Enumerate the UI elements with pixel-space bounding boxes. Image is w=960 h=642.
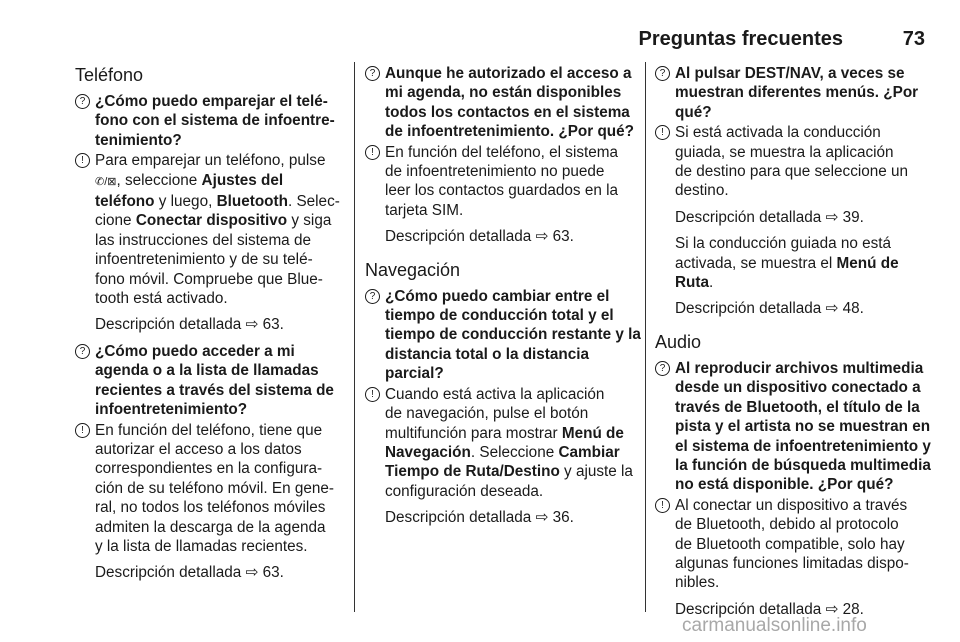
paragraph <box>655 234 927 292</box>
section-heading: Navegación <box>365 259 461 280</box>
question <box>365 287 641 384</box>
text-line: Descripción detallada ⇨ 63. <box>385 228 574 246</box>
column-3 <box>655 64 931 626</box>
text-line: de Bluetooth compatible, solo hay <box>675 535 905 553</box>
bold-term: Ajustes del <box>201 171 284 189</box>
column-divider <box>354 62 355 612</box>
text-line: Al pulsar DEST/NAV, a veces se <box>675 65 905 82</box>
page-header-title: Preguntas frecuentes <box>638 28 843 50</box>
text-line: tooth está activado. <box>95 290 228 308</box>
text-line: leer los contactos guardados en la <box>385 182 619 200</box>
text-line: el sistema de infoentretenimiento y <box>675 437 931 455</box>
text-line: correspondientes en la configura- <box>95 460 323 478</box>
paragraph <box>75 563 350 582</box>
text-span: y siga <box>287 212 332 230</box>
bold-term: Tiempo de Ruta/Destino <box>385 463 560 481</box>
text-span: cione <box>95 212 136 230</box>
question <box>655 359 931 495</box>
question <box>365 64 637 142</box>
text-span: . Selec- <box>287 193 340 211</box>
text-line: nibles. <box>675 574 720 592</box>
answer <box>655 123 927 201</box>
text-line: través de Bluetooth, el título de la <box>675 398 920 416</box>
text-span: multifunción para mostrar <box>385 424 562 442</box>
page-number: 73 <box>902 28 925 50</box>
paragraph <box>655 208 927 227</box>
text-line: qué? <box>675 103 712 121</box>
bold-term: Ruta <box>675 274 709 292</box>
text-line: tarjeta SIM. <box>385 201 464 219</box>
text-line: ción de su teléfono móvil. En gene- <box>95 479 334 497</box>
text-line: la función de búsqueda multimedia <box>675 456 931 474</box>
text-line: fono con el sistema de infoentre- <box>95 112 335 130</box>
text-line: configuración deseada. <box>385 482 544 500</box>
paragraph <box>75 315 350 334</box>
text-line: infoentretenimiento y de su telé- <box>95 251 313 269</box>
text-line: Descripción detallada ⇨ 36. <box>385 509 574 527</box>
text-line <box>95 171 350 192</box>
watermark: carmanualsonline.info <box>682 615 867 636</box>
text-line: no está disponible. ¿Por qué? <box>675 476 894 494</box>
text-line: fono móvil. Compruebe que Blue- <box>95 270 323 288</box>
exclamation-circle-icon: ! <box>75 423 90 438</box>
question <box>75 342 350 420</box>
text-line: Cuando está activa la aplicación <box>385 385 605 403</box>
text-line: En función del teléfono, tiene que <box>95 421 323 439</box>
question <box>75 92 350 150</box>
question-circle-icon: ? <box>655 66 670 81</box>
text-line <box>95 211 350 230</box>
text-line <box>385 443 637 462</box>
text-span: . <box>709 274 714 292</box>
text-line: tiempo de conducción restante y la <box>385 326 641 344</box>
text-line: guiada, se muestra la aplicación <box>675 143 894 161</box>
text-line: recientes a través del sistema de <box>95 381 334 399</box>
bold-term: Menú de <box>836 254 899 272</box>
question-circle-icon: ? <box>75 94 90 109</box>
text-line: pista y el artista no se muestran en <box>675 418 931 436</box>
text-line: ¿Cómo puedo acceder a mi <box>95 342 295 360</box>
answer <box>75 151 350 308</box>
text-line: y la lista de llamadas recientes. <box>95 537 308 555</box>
text-line: distancia total o la distancia <box>385 345 590 363</box>
column-1 <box>75 64 350 590</box>
question-circle-icon: ? <box>365 66 380 81</box>
text-line: infoentretenimiento? <box>95 401 248 419</box>
exclamation-circle-icon: ! <box>75 153 90 168</box>
bold-term: Bluetooth <box>216 193 288 211</box>
bold-term: teléfono <box>95 193 155 211</box>
exclamation-circle-icon: ! <box>365 387 380 402</box>
text-line: las instrucciones del sistema de <box>95 231 311 249</box>
text-line: Si está activada la conducción <box>675 124 881 142</box>
bold-term: Cambiar <box>558 443 620 461</box>
text-line: Al conectar un dispositivo a través <box>675 496 908 514</box>
text-line: de navegación, pulse el botón <box>385 405 589 423</box>
text-span: . Seleccione <box>470 443 559 461</box>
text-line: desde un dispositivo conectado a <box>675 379 921 397</box>
text-line: de destino para que seleccione un <box>675 163 909 181</box>
text-line: tenimiento? <box>95 131 182 149</box>
text-line: Si la conducción guiada no está <box>675 235 892 253</box>
section-heading: Audio <box>655 331 702 352</box>
text-line <box>385 462 637 481</box>
answer <box>75 421 350 557</box>
text-line: Para emparejar un teléfono, pulse <box>95 152 326 170</box>
text-line: ral, no todos los teléfonos móviles <box>95 499 326 517</box>
bold-term: Conectar dispositivo <box>135 212 288 230</box>
question-circle-icon: ? <box>365 289 380 304</box>
text-span: , seleccione <box>116 171 202 189</box>
text-span: y ajuste la <box>559 463 633 481</box>
bold-term: Menú de <box>561 424 624 442</box>
text-line: de infoentretenimiento no puede <box>385 163 605 181</box>
text-line: Descripción detallada ⇨ 39. <box>675 208 864 226</box>
text-line: tiempo de conducción total y el <box>385 307 614 325</box>
text-line: Descripción detallada ⇨ 63. <box>95 316 284 334</box>
text-line: Aunque he autorizado el acceso a <box>385 65 632 82</box>
text-line: En función del teléfono, el sistema <box>385 143 618 161</box>
paragraph <box>365 508 637 527</box>
text-line: de Bluetooth, debido al protocolo <box>675 516 899 534</box>
text-line <box>675 273 927 292</box>
bold-term: Navegación <box>385 443 471 461</box>
text-line: Descripción detallada ⇨ 28. <box>675 600 864 618</box>
text-line <box>675 254 927 273</box>
question-circle-icon: ? <box>75 344 90 359</box>
text-line: agenda o a la lista de llamadas <box>95 362 319 380</box>
answer <box>365 385 637 501</box>
phone-mute-icon: ✆/⊠ <box>95 175 117 188</box>
text-span: activada, se muestra el <box>675 254 837 272</box>
paragraph <box>365 227 637 246</box>
text-line: algunas funciones limitadas dispo- <box>675 554 909 572</box>
text-line: mi agenda, no están disponibles <box>385 84 622 102</box>
answer <box>655 496 927 593</box>
text-line: muestran diferentes menús. ¿Por <box>675 84 919 102</box>
text-line: de infoentretenimiento. ¿Por qué? <box>385 123 635 141</box>
section-heading: Teléfono <box>75 65 144 85</box>
answer <box>365 143 637 221</box>
text-line <box>95 192 350 211</box>
text-line: parcial? <box>385 365 444 383</box>
text-line: ¿Cómo puedo emparejar el telé- <box>95 93 328 110</box>
text-line: destino. <box>675 182 729 200</box>
column-divider <box>645 62 646 612</box>
text-line: Al reproducir archivos multimedia <box>675 359 924 377</box>
column-2 <box>365 64 641 535</box>
text-line: admiten la descarga de la agenda <box>95 518 326 536</box>
text-line: todos los contactos en el sistema <box>385 103 630 121</box>
question <box>655 64 927 122</box>
text-line: Descripción detallada ⇨ 48. <box>675 300 864 318</box>
exclamation-circle-icon: ! <box>365 145 380 160</box>
text-line <box>385 424 637 443</box>
paragraph <box>655 299 927 318</box>
text-line: autorizar el acceso a los datos <box>95 440 302 458</box>
question-circle-icon: ? <box>655 361 670 376</box>
exclamation-circle-icon: ! <box>655 498 670 513</box>
text-span: y luego, <box>154 193 217 211</box>
text-line: Descripción detallada ⇨ 63. <box>95 564 284 582</box>
text-line: ¿Cómo puedo cambiar entre el <box>385 287 610 305</box>
exclamation-circle-icon: ! <box>655 125 670 140</box>
